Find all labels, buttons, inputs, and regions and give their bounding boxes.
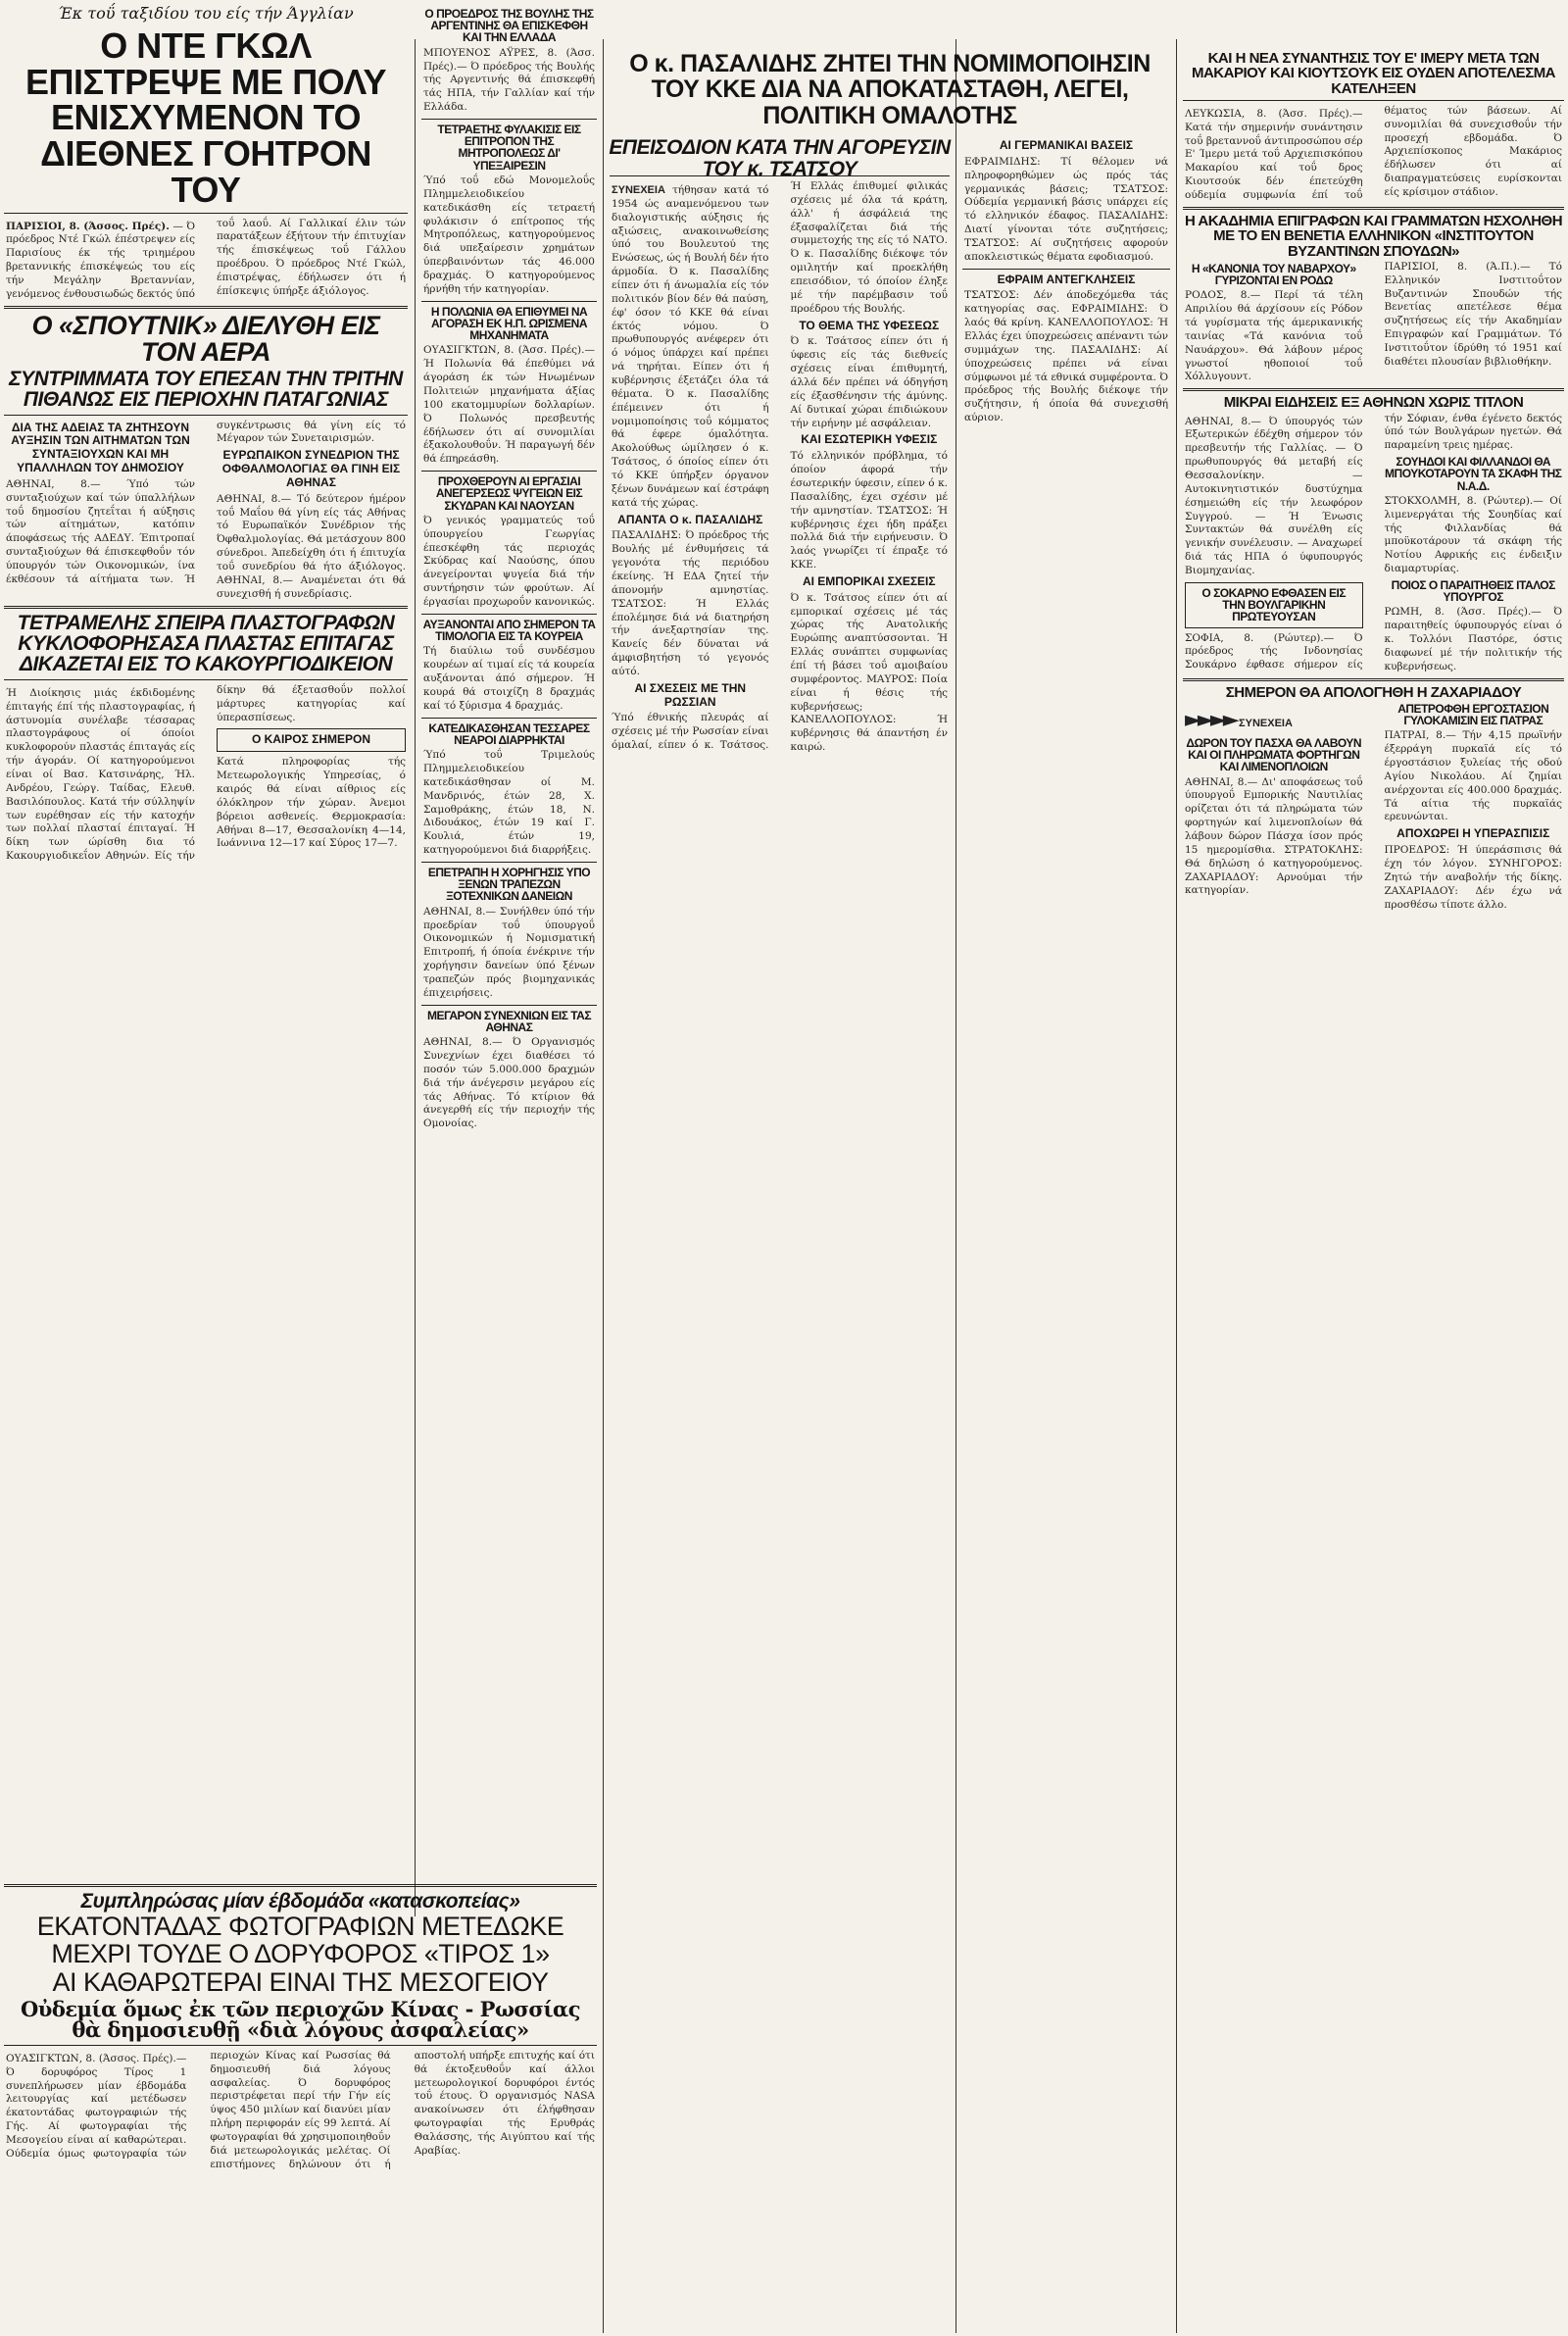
column-2 — [417, 0, 601, 1877]
story-body: ΑΘΗΝΑΙ, 8.— Δι' αποφάσεως τοΰ ύπουργοΰ Εμπορικής Ναυτιλίας ορίζεται ότι τά πληρώματα τών φορτηγών καί λιμενοπλοίων θά λάβουν δώρον Πάσχα ίσον πρός 15 ημερομίσθια. ΣΤΡΑΤΟΚΛΗΣ: Θά δηλώση ό κατηγορούμενος. ΖΑΧΑΡΙΑΔΟΥ: Αρνούμαι τήν κατηγορίαν. — [1185, 775, 1363, 897]
divider — [4, 306, 408, 309]
divider — [421, 119, 597, 120]
headline-brief-news: ΜΙΚΡΑΙ ΕΙΔΗΣΕΙΣ ΕΞ ΑΘΗΝΩΝ ΧΩΡΙΣ ΤΙΤΛΟΝ — [1223, 394, 1524, 412]
divider — [610, 175, 950, 176]
subheadline: ΚΑΙ ΕΣΩΤΕΡΙΚΗ ΥΦΕΣΙΣ — [801, 432, 938, 447]
headline-security: Οὐδεμία ὅμως ἐκ τῶν περιοχῶν Κίνας - Ρωσσίας θὰ δημοσιευθῇ «διὰ λόγους ἀσφαλείας» — [20, 1997, 581, 2043]
story-body: Κατά πληροφορίας τής Μετεωρολογικής Υπηρεσίας, ό καιρός θά είναι αίθριος είς όλόκληρον τήν χώραν. Άνεμοι βόρειοι ασθενείς. Θερμοκρασία: Αθήναι 8—17, Θεσσαλονίκη 4—14, Ιωάννινα 12—17 καί Σύρος 17—7. — [217, 756, 406, 850]
divider — [4, 415, 408, 416]
story-body: ΑΘΗΝΑΙ, 8.— Τό δεύτερον ήμέρον τοΰ Μαΐου θά γίνη είς τάς Αθήνας τό Ευρωπαϊκόν Συνέδριον τής Όφθαλμολογίας. Θά μετάσχουν 800 σύνεδροι. Άπεδείχθη ότι ή έπιτυχία τοΰ συνεδρίου θά ήτο άξιόλογος. ΑΘΗΝΑΙ, 8.— Αναμένεται ότι θά συνεχισθή ή συνεδρίασις. — [217, 492, 406, 600]
story-body: Ό κ. Τσάτσος είπεν ότι ή ύφεσις είς τάς διεθνείς σχέσεις είναι έπιθυμητή, άλλά δέν πρέπει νά όδηγήση είς έξασθένησιν τής άμύνης. Αί δυτικαί χώραι έπιδιώκουν τήν ειρήνην μέ ασφάλειαν. — [790, 335, 948, 429]
divider — [1183, 678, 1564, 681]
headline-navarone: Η «ΚΑΝΟΝΙΑ ΤΟΥ ΝΑΒΑΡΧΟΥ» ΓΥΡΙΖΟΝΤΑΙ ΕΝ ΡΟΔΩ — [1191, 261, 1356, 288]
story-body: Ό κ. Τσάτσος είπεν ότι αί εμπορικαί σχέσεις μέ τάς χώρας τής Ανατολικής Ευρώπης αναπτύσσονται. Ή Ελλάς συνάπτει συμφωνίας έπί τή βάσει τοΰ αμοιβαίου συμφέροντος. ΜΑΥΡΟΣ: Ποία είναι ή θέσις τής κυβερνήσεως; ΚΑΝΕΛΛΟΠΟΥΛΟΣ: Ή κυβέρνησις θά άπαντήση έν καιρώ. — [790, 591, 948, 754]
story-body: Ύπό τοΰ εδώ Μονομελοΰς Πλημμελειοδικείου κατεδικάσθη είς τετραετή φυλάκισιν ό επίτροπος τής Μητροπόλεως, κατηγορούμενος διά υπεξαίρεσιν χρημάτων ύπερβαινόντων τάς 46.000 δραχμάς. Ό κατηγορούμενος ήρνήθη τήν κατηγορίαν. — [423, 174, 595, 295]
story-body: ΤΣΑΤΣΟΣ: Δέν άποδεχόμεθα τάς κατηγορίας σας. ΕΦΡΑΙΜΙΔΗΣ: Ό λαός θά κρίνη. ΚΑΝΕΛΛΟΠΟΥΛΟΣ: Ή Ελλάς έχει ύποχρεώσεις απέναντι τών συμμάχων της. ΠΑΣΑΛΙΔΗΣ: Αί ύποχρεώσεις πρέπει νά είναι σύμφωνοι μέ τά εθνικά συμφέροντα. Ό πρόεδρος τής Βουλής διέκοψε τήν συζήτησιν, ή όποία θά συνεχισθή αύριον. — [964, 289, 1168, 424]
headline-easter-bonus: ΔΩΡΟΝ ΤΟΥ ΠΑΣΧΑ ΘΑ ΛΑΒΟΥΝ ΚΑΙ ΟΙ ΠΛΗΡΩΜΑΤΑ ΦΟΡΤΗΓΩΝ ΚΑΙ ΛΙΜΕΝΟΠΛΟΙΩΝ — [1186, 735, 1362, 774]
story-body: Τό ελληνικόν πρόβλημα, τό όποίον άφορά τήν έσωτερικήν ύφεσιν, είπεν ό κ. Πασαλίδης, έχει σχέσιν μέ τήν αμνηστίαν. ΤΣΑΤΣΟΣ: Ή κυβέρνησις έχει ήδη πράξει πολλά διά τήν ειρήνευσιν. Ό λαός γνωρίζει τί έπραξε τό ΚΚΕ. — [790, 450, 948, 572]
column-rule — [603, 39, 604, 2333]
story-body: ΠΑΣΑΛΙΔΗΣ: Ό πρόεδρος τής Βουλής μέ ένθυμήσεις τά γεγονότα τής περιόδου έκείνης. Ή ΕΔΑ ζητεί τήν άπονομήν αμνηστίας. ΤΣΑΤΣΟΣ: Ή Ελλάς έπολέμησε διά νά διατηρήση τήν άνεξαρτησίαν της. Κανείς δέν δύναται νά άμφισβητήση τό γεγονός αύτό. — [612, 529, 769, 678]
subheadline: ΑΠΟΧΩΡΕΙ Η ΥΠΕΡΑΣΠΙΣΙΣ — [1396, 826, 1550, 841]
headline-academy: Η ΑΚΑΔΗΜΙΑ ΕΠΙΓΡΑΦΩΝ ΚΑΙ ΓΡΑΜΜΑΤΩΝ ΗΣΧΟΛΗΘΗ ΜΕ ΤΟ ΕΝ ΒΕΝΕΤΙΑ ΕΛΛΗΝΙΚΟΝ «ΙΝΣΤΙΤΟΥΤΟΝ ΒΥΖΑΝΤΙΝΩΝ ΣΠΟΥΔΩΝ» — [1184, 212, 1563, 260]
story-body: ΜΠΟΥΕΝΟΣ ΑΫΡΕΣ, 8. (Άσσ. Πρές).— Ό πρόεδρος τής Βουλής τής Αργεντινής θά έπισκεφθή τάς ΗΠΑ, τήν Γαλλίαν καί τήν Ελλάδα. — [423, 46, 595, 114]
story-body: Ύπό τοΰ Τριμελούς Πλημμελειοδικείου κατεδικάσθησαν οί Μ. Μανδρινός, έτών 28, Χ. Σαμοθράκης, έτών 18, Ν. Διδουάκος, έτών 19 καί Γ. Κουλιά, έτών 19, κατηγορούμενοι διά διαρρήξεις. — [423, 749, 595, 857]
divider — [4, 213, 408, 214]
divider — [4, 2045, 597, 2046]
subheadline: ΕΦΡΑΙΜ ΑΝΤΕΓΚΛΗΣΕΙΣ — [997, 272, 1136, 286]
headline-barbers: ΑΥΞΑΝΟΝΤΑΙ ΑΠΟ ΣΗΜΕΡΟΝ ΤΑ ΤΙΜΟΛΟΓΙΑ ΕΙΣ ΤΑ ΚΟΥΡΕΙΑ — [422, 617, 596, 644]
story-body: ΑΘΗΝΑΙ, 8.— Ό ύπουργός τών Εξωτερικών έδέχθη σήμερον τόν πρεσβευτήν τής Γαλλίας. — Ό πρωθυπουργός θά μεταβή είς Θεσσαλονίκην. — Αυτοκινητιστικόν δυστύχημα έσημειώθη είς τήν λεωφόρον Συγγρού. — Ή Ένωσις Συντακτών θά συνέλθη είς γενικήν συνέλευσιν. — Αναχωρεί διά τάς ΗΠΑ ό ύφυπουργός Βιομηχανίας. — [1185, 415, 1363, 577]
continued-label: ΣΥΝΕΧΕΙΑ — [612, 184, 665, 196]
headline-burglars: ΚΑΤΕΔΙΚΑΣΘΗΣΑΝ ΤΕΣΣΑΡΕΣ ΝΕΑΡΟΙ ΔΙΑΡΡΗΚΤΑΙ — [428, 721, 590, 747]
headline-argentina: Ο ΠΡΟΕΔΡΟΣ ΤΗΣ ΒΟΥΛΗΣ ΤΗΣ ΑΡΓΕΝΤΙΝΗΣ ΘΑ ΕΠΙΣΚΕΦΘΗ ΚΑΙ ΤΗΝ ΕΛΛΑΔΑ — [424, 7, 594, 45]
story-body: ΣΟΦΙΑ, 8. (Ρώυτερ).— Ό πρόεδρος τής Ινδονησίας Σουκάρνο έφθασε σήμερον είς τήν Σόφιαν, ένθα έγένετο δεκτός ύπό τών Βουλγάρων ηγετών. Θά παραμείνη τρεις ημέρας. — [1185, 412, 1562, 671]
headline-poland: Η ΠΟΛΩΝΙΑ ΘΑ ΕΠΙΘΥΜΕΙ ΝΑ ΑΓΟΡΑΣΗ ΕΚ Η.Π. ΩΡΙΣΜΕΝΑ ΜΗΧΑΝΗΜΑΤΑ — [430, 304, 588, 343]
banner-subheadline: ΕΠΕΙΣΟΔΙΟΝ ΚΑΤΑ ΤΗΝ ΑΓΟΡΕΥΣΙΝ ΤΟΥ κ. ΤΣΑΤΣΟΥ — [609, 136, 951, 181]
subheadline: ΑΙ ΓΕΡΜΑΝΙΚΑΙ ΒΑΣΕΙΣ — [999, 138, 1134, 152]
kicker: Έκ τοΰ ταξιδίου του είς τήν Άγγλίαν — [58, 4, 354, 23]
dateline: ΠΑΡΙΣΙΟΙ, 8. (Άσσος. Πρές). — [6, 220, 170, 232]
divider — [1183, 207, 1564, 210]
divider — [4, 1884, 597, 1887]
weather-heading: Ο ΚΑΙΡΟΣ ΣΗΜΕΡΟΝ — [251, 732, 371, 747]
headline-sputnik: Ο «ΣΠΟΥΤΝΙΚ» ΔΙΕΛΥΘΗ ΕΙΣ ΤΟΝ ΑΕΡΑ — [31, 310, 380, 368]
subheadline: ΑΙ ΣΧΕΣΕΙΣ ΜΕ ΤΗΝ ΡΩΣΣΙΑΝ — [634, 680, 747, 709]
headline-factory-fire: ΑΠΕΤΡΟΦΘΗ ΕΡΓΟΣΤΑΣΙΟΝ ΓΥΛΟΚΑΜΙΣΙΝ ΕΙΣ ΠΑΤΡΑΣ — [1397, 701, 1549, 728]
arrow-glyphs: ►►►► — [1185, 707, 1236, 732]
divider — [4, 606, 408, 609]
divider — [421, 471, 597, 472]
column-1 — [0, 0, 412, 1877]
headline-cold-storage: ΠΡΟΧΘΕΡΟΥΝ ΑΙ ΕΡΓΑΣΙΑΙ ΑΝΕΓΕΡΣΕΩΣ ΨΥΓΕΙΩΝ ΕΙΣ ΣΚΥΔΡΑΝ ΚΑΙ ΝΑΟΥΣΑΝ — [435, 474, 583, 513]
story-body: Τή διαύλιω τοΰ συνδέσμου κουρέων αί τιμαί είς τά κουρεία αυξάνονται άπό σήμερον. Ή κουρά θά στοιχίζη 8 δραχμάς καί τό ξύρισμα 4 δραχμάς. — [423, 645, 595, 712]
headline-sentence: ΤΕΤΡΑΕΤΗΣ ΦΥΛΑΚΙΣΙΣ ΕΙΣ ΕΠΙΤΡΟΠΟΝ ΤΗΣ ΜΗΤΡΟΠΟΛΕΩΣ ΔΙ' ΥΠΕΞΑΙΡΕΣΙΝ — [437, 123, 581, 173]
story-body: ΠΑΤΡΑΙ, 8.— Τήν 4,15 πρωϊνήν έξερράγη πυρκαϊά είς τό έργοστάσιον ξυλείας τής οδού Αγίου Νικολάου. Αί ζημίαι ανέρχονται είς 400.000 δραχμάς. Τά αίτια τής πυρκαϊάς ερευνώνται. — [1384, 729, 1562, 823]
story-body: ΡΟΔΟΣ, 8.— Περί τά τέλη Απριλίου θά άρχίσουν είς Ρόδον τά γυρίσματα τής άμερικανικής ταινίας «Τά κανόνια τοΰ Ναυάρχου». Θά λάβουν μέρος γνωστοί ηθοποιοί τοΰ Χόλλυγουντ. — [1185, 289, 1363, 383]
divider — [1183, 388, 1564, 391]
story-body: Ή Διοίκησις μιάς έκδιδομένης έπιταγής έπί τής πλαστογραφίας, ή άστυνομία συνέλαβε τέσσαρας πλαστογράφους οί όποίοι κυκλοφορούν πλαστάς έπιταγάς είς τήν άγοράν. Οί κατηγορούμενοι είναι οί Βασ. Κατσινάρης, Ήλ. Ανδρέου, Γεώργ. Ταίδας, Ελευθ. Βασιλόπουλος. Κατά τήν σύλληψίν των ευρέθησαν είς τήν κατοχήν των πολλαί πλασταί έπιταγαί. Ή δίκη των ώρίσθη δια τό Κακουργιοδικεΐον Αθηνών. Είς τήν δίκην θά έξετασθοΰν πολλοί μάρτυρες κατηγορίας καί ύπερασπίσεως. — [6, 683, 406, 863]
story-body: ΛΕΥΚΩΣΙΑ, 8. (Άσσ. Πρές).— Κατά τήν σημερινήν συνάντησιν τοΰ βρεταννοΰ άντιπροσώπου σέρ Ε' Ίμερυ μετά τοΰ Αρχιεπισκόπου Μακαρίου καί τοΰ δρος Κιουτσούκ δέν έπετεύχθη ούδεμία συμφωνία έπί τοΰ θέματος τών βάσεων. Αί συνομιλίαι θά συνεχισθοΰν τήν προσεχή εβδομάδα. Ό Αρχιεπίσκοπος Μακάριος έδήλωσεν ότι αί διαπραγματεύσεις ευρίσκονται είς κρίσιμον στάδιον. — [1185, 104, 1562, 202]
story-body: τήθησαν κατά τό 1954 ώς αναμενόμενου των διαλογιστικής αύξησις ής αξιώσεις, ανακοινωθείσης ύπό του Βουλευτού της Ενώσεως, ώς ή Βουλή δέν ήτο άρμοδία. Ό κ. Πασαλίδης είπεν ότι ή άνωμαλία είς τόν πολιτικόν βίον δέν θά παύση, έφ' όσον τό ΚΚΕ θά είναι έκτός νόμου. Ό πρωθυπουργός ανέφερεν ότι ό νόμος ύπάρχει καί πρέπει νά τηρήται. Είπεν ότι ή κυβέρνησις έξετάζει όλα τά θέματα. Ό κ. Πασαλίδης έπέμεινεν ότι ή νομιμοποίησις τοΰ κόμματος θά έφερε όμαλότητα. Ακολούθως ώμίλησεν ό κ. Τσάτσος, ό όποίος είπεν ότι τό ΚΚΕ ύπήρξεν όργανον ξένων δυνάμεων καί έστράφη κατά τής χώρας. — [612, 184, 769, 509]
headline-sukarno: Ο ΣΟΚΑΡΝΟ ΕΦΘΑΣΕΝ ΕΙΣ ΤΗΝ ΒΟΥΛΓΑΡΙΚΗΝ ΠΡΩΤΕΥΟΥΣΑΝ — [1201, 585, 1347, 624]
continued-label: ΣΥΝΕΧΕΙΑ — [1239, 717, 1293, 729]
story-body: Ύπό έθνικής πλευράς αί σχέσεις μέ τήν Ρωσσίαν είναι όμαλαί, είπεν ό κ. Τσάτσος. Ή Ελλάς έπιθυμεί φιλικάς σχέσεις μέ όλα τά κράτη, άλλ' ή άσφάλειά της έξασφαλίζεται διά τής συμμετοχής της είς τό ΝΑΤΟ. Ό κ. Πασαλίδης διέκοψε τόν ομιλητήν καί προεκλήθη επεισόδιον, τό όποίον έληξε μέ τήν παρέμβασιν τοΰ προέδρου τής Βουλής. — [612, 180, 948, 752]
headline-boycott: ΣΟΥΗΔΟΙ ΚΑΙ ΦΙΛΛΑΝΔΟΙ ΘΑ ΜΠΟΥΚΟΤΑΡΟΥΝ ΤΑ ΣΚΑΦΗ ΤΗΣ Ν.Α.Δ. — [1385, 455, 1562, 493]
story-body: ΟΥΑΣΙΓΚΤΩΝ, 8. (Άσσ. Πρές).— Ή Πολωνία θά έπεθύμει νά άγοράση έκ τών Ηνωμένων Πολιτειών μηχανήματα άξίας 100 εκατομμυρίων δολλαρίων. Ό Πολωνός πρεσβευτής έδήλωσεν ότι αί συνομιλίαι έξακολουθοΰν. Ή παραγωγή δέν θά έπηρεάσθη. — [423, 344, 595, 466]
column-5 — [1179, 0, 1568, 2294]
subheadline: ΤΟ ΘΕΜΑ ΤΗΣ ΥΦΕΣΕΩΣ — [799, 318, 940, 332]
story-body: ΟΥΑΣΙΓΚΤΩΝ, 8. (Άσσος. Πρές).— Ό δορυφόρος Τίρος 1 συνεπλήρωσεν μίαν έβδομάδα λειτουργίας καί μετέδωσεν έκατοντάδας φωτογραφιών τής Γής. Αί φωτογραφίαι τής Μεσογείου είναι αί καθαρώτεραι. Ούδεμία όμως φωτογραφία τών περιοχών Κίνας καί Ρωσσίας θά δημοσιευθή διά λόγους ασφαλείας. Ό δορυφόρος περιστρέφεται περί τήν Γήν είς ύψος 450 μιλίων καί διανύει μίαν πλήρη περιφοράν είς 99 λεπτά. Αί φωτογραφίαι θά χρησιμοποιηθοΰν διά μετεωρολογικάς μελέτας. Οί επιστήμονες δηλώνουν ότι ή αποστολή υπήρξε επιτυχής καί ότι θά έκτοξευθοΰν καί άλλοι μετεωρολογικοί δορυφόροι έντός τοΰ έτους. Ό οργανισμός NASA ανακοίνωσεν ότι έλήφθησαν φωτογραφίαι τής Ερυθράς Θαλάσσης, τής Αιγύπτου καί τής Αραβίας. — [6, 2049, 595, 2170]
story-body: ΣΤΟΚΧΟΛΜΗ, 8. (Ρώυτερ).— Οί λιμενεργάται τής Σουηδίας καί τής Φιλλανδίας θά μποϋκοτάρουν τά σκάφη τής Νοτίου Αφρικής εις ένδειξιν διαμαρτυρίας. — [1384, 494, 1562, 575]
column-4 — [958, 137, 1174, 2294]
subheadline: ΑΙ ΕΜΠΟΡΙΚΑΙ ΣΧΕΣΕΙΣ — [802, 573, 936, 588]
headline-debris: ΣΥΝΤΡΙΜΜΑΤΑ ΤΟΥ ΕΠΕΣΑΝ ΤΗΝ ΤΡΙΤΗΝ ΠΙΘΑΝΩΣ ΕΙΣ ΠΕΡΙΟΧΗΝ ΠΑΤΑΓΩΝΙΑΣ — [9, 367, 403, 412]
column-3 — [606, 172, 954, 2289]
story-body: ΕΦΡΑΙΜΙΔΗΣ: Τί θέλομεν νά πληροφορηθώμεν ώς πρός τάς γερμανικάς βάσεις; ΤΣΑΤΣΟΣ: Ούδεμία γερμανική βάσις υπάρχει είς τό ελληνικόν έδαφος. ΠΑΣΑΛΙΔΗΣ: Διατί γίνονται τότε συζητήσεις; ΤΣΑΤΣΟΣ: Αί συζητήσεις αφορούν αποκλειστικώς θέματα εφοδιασμού. — [964, 155, 1168, 263]
story-body: ΑΘΗΝΑΙ, 8.— Ύπό τών συνταξιούχων καί τών ύπαλλήλων τοΰ δημοσίου ζητεΐται ή αύξησις τών αίτημάτων, κατόπιν άποφάσεως τής ΑΔΕΔΥ. Έπιτροπαί συνταξιούχων θά έπισκεφθοΰν τόν ύπουργόν τών Οικονομικών, ίνα έκθέσουν τά αίτήματα των. Ή συγκέντρωσις θά γίνη είς τό Μέγαρον τών Συνεταιρισμών. — [6, 419, 406, 585]
story-body: ΑΘΗΝΑΙ, 8.— Συνήλθεν ύπό τήν προεδρίαν τοΰ ύπουργοΰ Οικονομικών ή Νομισματική Επιτροπή, ή όποία ένέκρινε τήν χορήγησιν δανείων ύπό ξένων τραπεζών πρός βιομηχανικάς έπιχειρήσεις. — [423, 905, 595, 999]
strap-headline: Συμπληρώσας μίαν έβδομάδα «κατασκοπείας» — [80, 1890, 520, 1913]
story-body: ΡΩΜΗ, 8. (Άσσ. Πρές).— Ό παραιτηθείς ύφυπουργός είναι ό κ. Τολλόνι Παστόρε, όστις διαφωνεί μέ τήν πολιτικήν τής κυβερνήσεως. — [1384, 606, 1562, 672]
story-body: ΠΑΡΙΣΙΟΙ, 8. (Ά.Π.).— Τό Ελληνικόν Ινστιτοΰτον Βυζαντινών Σπουδών τής Βενετίας απετέλεσε θέμα συζητήσεως είς τήν Ακαδημίαν Επιγραφών καί Γραμμάτων. Τό Ινστιτοΰτον ίδρύθη τό 1951 καί διαθέτει πλουσίαν βιβλιοθήκην. — [1384, 260, 1562, 368]
headline-building: ΜΕΓΑΡΟΝ ΣΥΝΕΧΝΙΩΝ ΕΙΣ ΤΑΣ ΑΘΗΝΑΣ — [426, 1008, 592, 1034]
subheadline: ΑΠΑΝΤΑ Ο κ. ΠΑΣΑΛΙΔΗΣ — [617, 512, 763, 526]
divider — [962, 269, 1170, 270]
satellite-story — [0, 1880, 601, 2311]
headline-italian-minister: ΠΟΙΟΣ Ο ΠΑΡΑΙΤΗΘΕΙΣ ΙΤΑΛΟΣ ΥΠΟΥΡΓΟΣ — [1391, 578, 1555, 605]
divider — [421, 1005, 597, 1006]
story-body: Ό γενικός γραμματεύς τοΰ ύπουργείου Γεωργίας έπεσκέφθη τάς περιοχάς Σκύδρας καί Ναούσης, όπου άνεγείρονται ψυγεία διά τήν συντήρησιν τών φρούτων. Αί έργασίαι προχωροΰν κανονικώς. — [423, 514, 595, 608]
banner-headline: Ο κ. ΠΑΣΑΛΙΔΗΣ ΖΗΤΕΙ ΤΗΝ ΝΟΜΙΜΟΠΟΙΗΣΙΝ ΤΟΥ ΚΚΕ ΔΙΑ ΝΑ ΑΠΟΚΑΤΑΣΤΑΘΗ, ΛΕΓΕΙ, ΠΟΛΙΤΙΚΗ ΟΜΑΛΟΤΗΣ — [629, 50, 1151, 129]
story-body: ΑΘΗΝΑΙ, 8.— Ό Οργανισμός Συνεχνίων έχει διαθέσει τό ποσόν τών 5.000.000 δραχμών διά τήν άνέγερσιν μεγάρου είς τάς Αθήνας. Τό κτίριον θά άνεγερθή είς τήν περιοχήν τής Ομονοίας. — [423, 1036, 595, 1130]
subheadline: ΔΙΑ ΤΗΣ ΑΔΕΙΑΣ ΤΑ ΖΗΤΗΣΟΥΝ ΑΥΞΗΣΙΝ ΤΩΝ ΑΙΤΗΜΑΤΩΝ ΤΩΝ ΣΥΝΤΑΞΙΟΥΧΩΝ ΚΑΙ ΜΗ ΥΠΑΛΛΗΛΩΝ ΤΟΥ ΔΗΜΟΣΙΟΥ — [11, 420, 190, 475]
headline-tiros: ΕΚΑΤΟΝΤΑΔΑΣ ΦΩΤΟΓΡΑΦΙΩΝ ΜΕΤΕΔΩΚΕ ΜΕΧΡΙ ΤΟΥΔΕ Ο ΔΟΡΥΦΟΡΟΣ «ΤΙΡΟΣ 1» — [36, 1912, 564, 1968]
divider — [421, 301, 597, 302]
headline-zachariadou: ΣΗΜΕΡΟΝ ΘΑ ΑΠΟΛΟΓΗΘΗ Η ΖΑΧΑΡΙΑΔΟΥ — [1225, 684, 1522, 702]
divider — [421, 862, 597, 863]
column-rule — [1176, 39, 1177, 2333]
divider — [4, 679, 408, 680]
story-body: — Ό πρόεδρος Ντέ Γκώλ έπέστρεψεν είς Παρισίους έκ τής τριημέρου βρεταννικής έπισκέψεώς του είς τήν Μεγάλην Βρεταννίαν, γενόμενος ένθουσιωδώς δεκτός ύπό τοΰ λαοΰ. Αί Γαλλικαί έλιν τών παρατάξεων έξήτουν τήν έπιτυχίαν τής έπισκέψεως τοΰ Γάλλου προέδρου. Ό πρόεδρος Ντέ Γκώλ, έπιστρέψας, έδήλωσεν ότι ή έπίσκεψις ύπήρξε άξιόλογος. — [6, 217, 406, 300]
story-body: ΠΡΟΕΔΡΟΣ: Ή ύπεράσπισις θά έχη τόν λόγον. ΣΥΝΗΓΟΡΟΣ: Ζητώ τήν αναβολήν τής δίκης. ΖΑΧΑΡΙΑΔΟΥ: Δέν έχω νά προσθέσω τίποτε άλλο. — [1384, 844, 1562, 911]
divider — [421, 614, 597, 615]
column-rule — [415, 39, 416, 1916]
headline-mediterranean: ΑΙ ΚΑΘΑΡΩΤΕΡΑΙ ΕΙΝΑΙ ΤΗΣ ΜΕΣΟΓΕΙΟΥ — [52, 1967, 549, 1998]
headline-forgers: ΤΕΤΡΑΜΕΛΗΣ ΣΠΕΙΡΑ ΠΛΑΣΤΟΓΡΑΦΩΝ ΚΥΚΛΟΦΟΡΗΣΑΣΑ ΠΛΑΣΤΑΣ ΕΠΙΤΑΓΑΣ ΔΙΚΑΖΕΤΑΙ ΕΙΣ ΤΟ ΚΑΚΟΥΡΓΙΟΔΙΚΕΙΟΝ — [17, 611, 395, 676]
subheadline: ΕΥΡΩΠΑΙΚΟΝ ΣΥΝΕΔΡΙΟΝ ΤΗΣ ΟΦΘΑΛΜΟΛΟΓΙΑΣ ΘΑ ΓΙΝΗ ΕΙΣ ΑΘΗΝΑΣ — [221, 448, 401, 489]
divider — [421, 718, 597, 719]
headline-loans: ΕΠΕΤΡΑΠΗ Η ΧΟΡΗΓΗΣΙΣ ΥΠΟ ΞΕΝΩΝ ΤΡΑΠΕΖΩΝ ΞΟΤΕΧΝΙΚΩΝ ΔΑΝΕΙΩΝ — [427, 865, 591, 904]
headline-cyprus: ΚΑΙ Η ΝΕΑ ΣΥΝΑΝΤΗΣΙΣ ΤΟΥ Ε' ΙΜΕΡΥ ΜΕΤΑ ΤΩΝ ΜΑΚΑΡΙΟΥ ΚΑΙ ΚΙΟΥΤΣΟΥΚ ΕΙΣ ΟΥΔΕΝ ΑΠΟΤΕΛΕΣΜΑ ΚΑΤΕΛΗΞΕΝ — [1191, 50, 1556, 97]
divider — [1183, 100, 1564, 101]
headline-de-gaulle: Ο ΝΤΕ ΓΚΩΛ ΕΠΙΣΤΡΕΨΕ ΜΕ ΠΟΛΥ ΕΝΙΣΧΥΜΕΝΟΝ ΤΟ ΔΙΕΘΝΕΣ ΓΟΗΤΡΟΝ ΤΟΥ — [24, 25, 387, 210]
